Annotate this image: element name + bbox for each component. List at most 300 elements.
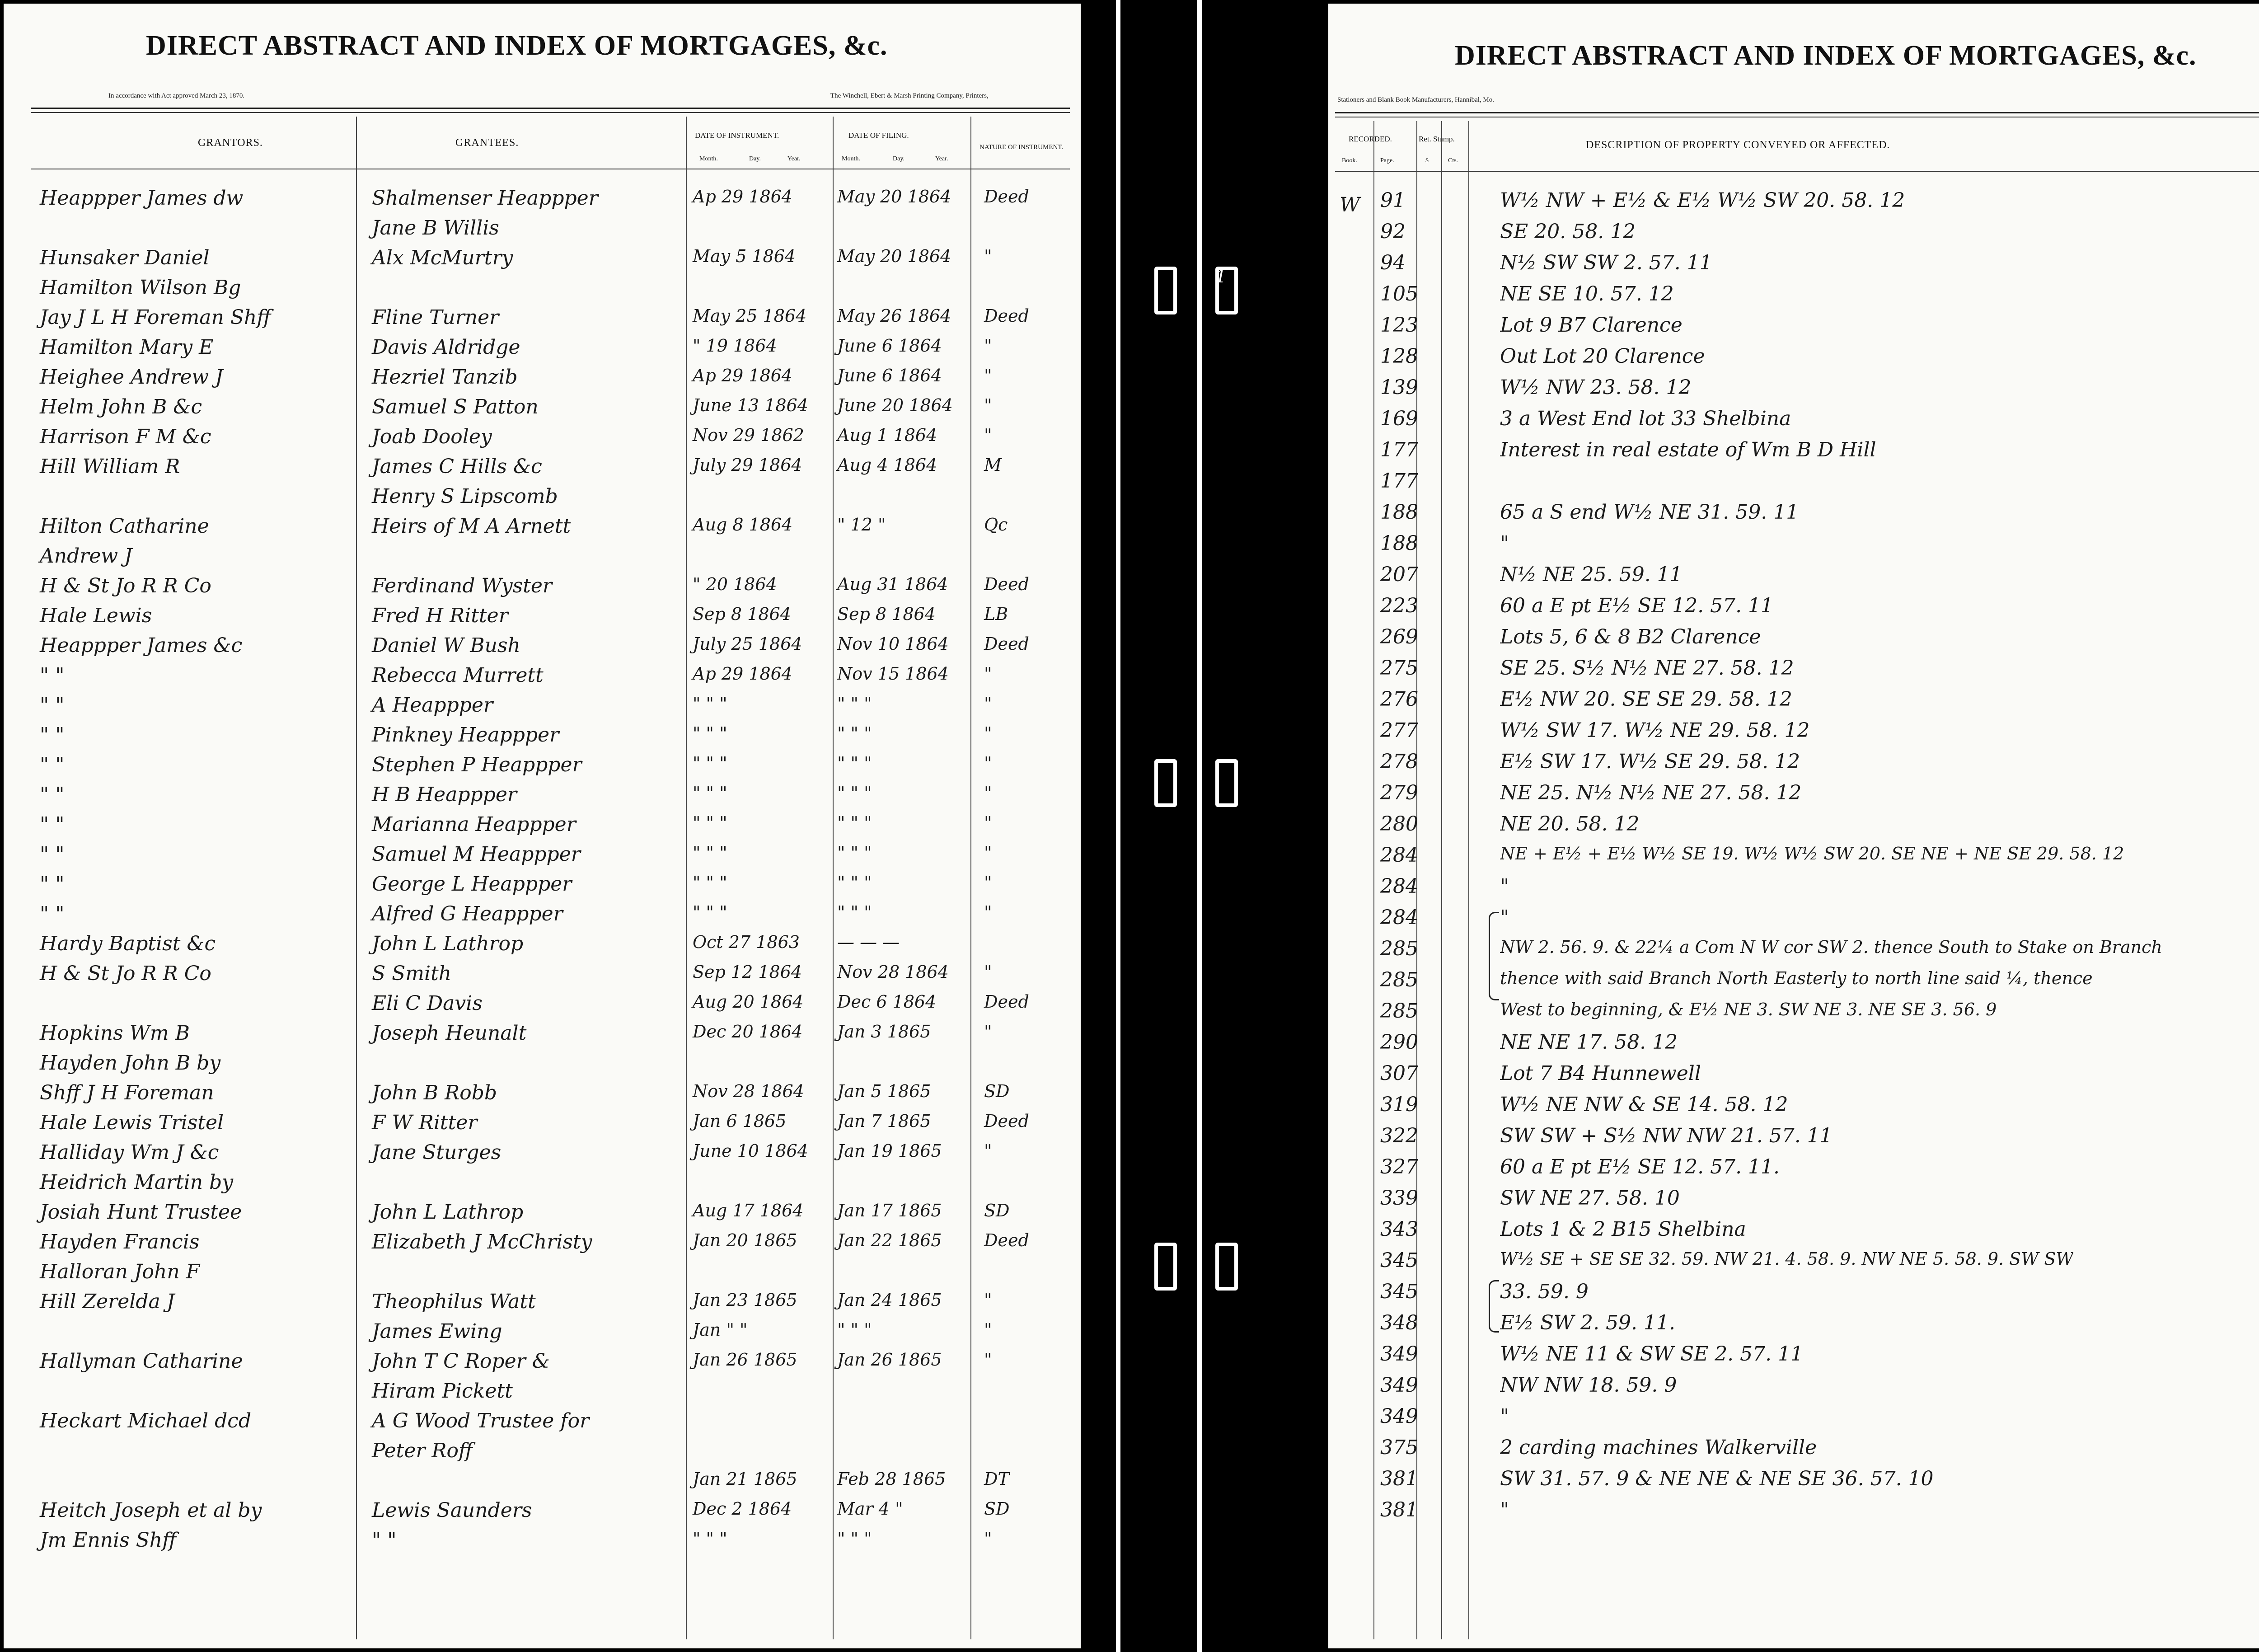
- page-number-cell: 279: [1380, 781, 1418, 804]
- nature-cell: Qc: [984, 515, 1008, 535]
- page-number-cell: 284: [1380, 906, 1418, 929]
- property-description-cell: 3 a West End lot 33 Shelbina: [1500, 407, 1791, 430]
- instrument-date-cell: " 19 1864: [693, 336, 777, 356]
- grantor-cell: Heidrich Martin by: [40, 1171, 234, 1194]
- instrument-date-cell: July 25 1864: [693, 634, 802, 654]
- gutter-mark: 1: [1215, 267, 1227, 286]
- property-description-cell: NW 2. 56. 9. & 22¼ a Com N W cor SW 2. thence South to Stake on Branch: [1500, 937, 2162, 957]
- instrument-date-cell: " " ": [693, 753, 727, 773]
- filing-year-header: Year.: [935, 155, 948, 162]
- nature-cell: ": [984, 873, 992, 892]
- instrument-date-cell: Jan 23 1865: [693, 1290, 797, 1310]
- grantee-cell: A G Wood Trustee for: [372, 1409, 590, 1432]
- property-description-cell: W½ SW 17. W½ NE 29. 58. 12: [1500, 719, 1810, 742]
- property-description-cell: Out Lot 20 Clarence: [1500, 345, 1705, 368]
- filing-date-cell: " " ": [837, 753, 872, 773]
- instrument-date-cell: May 5 1864: [693, 246, 796, 266]
- grantor-cell: Hardy Baptist &c: [40, 932, 216, 955]
- grantor-cell: Hill William R: [40, 455, 180, 478]
- property-description-cell: Lots 1 & 2 B15 Shelbina: [1500, 1218, 1746, 1241]
- page-number-cell: 177: [1380, 438, 1418, 461]
- page-number-cell: 348: [1380, 1311, 1418, 1334]
- grantor-cell: Harrison F M &c: [40, 425, 211, 448]
- grantee-cell: Joab Dooley: [372, 425, 492, 448]
- instrument-date-cell: " " ": [693, 694, 727, 713]
- nature-cell: ": [984, 425, 992, 445]
- grantee-cell: Marianna Heappper: [372, 813, 576, 836]
- page-number-cell: 343: [1380, 1218, 1418, 1241]
- nature-cell: ": [984, 1141, 992, 1161]
- page-number-cell: 280: [1380, 812, 1418, 835]
- right-page-title: DIRECT ABSTRACT AND INDEX OF MORTGAGES, &c.: [1455, 40, 2197, 71]
- instrument-date-cell: Dec 20 1864: [693, 1022, 803, 1042]
- instrument-date-cell: " " ": [693, 783, 727, 803]
- grantee-cell: Henry S Lipscomb: [372, 485, 558, 508]
- page-number-cell: 345: [1380, 1249, 1418, 1272]
- nature-cell: ": [984, 783, 992, 803]
- grantee-cell: Samuel M Heappper: [372, 843, 581, 866]
- grantee-cell: Alfred G Heappper: [372, 902, 563, 925]
- nature-cell: ": [984, 664, 992, 684]
- property-description-cell: ": [1500, 1498, 1509, 1521]
- grantor-cell: Heitch Joseph et al by: [40, 1499, 262, 1522]
- page-number-cell: 188: [1380, 532, 1418, 555]
- grantee-cell: Hezriel Tanzib: [372, 366, 518, 389]
- grantor-cell: Heappper James &c: [40, 634, 243, 657]
- property-description-cell: ": [1500, 532, 1509, 555]
- property-description-cell: W½ SE + SE SE 32. 59. NW 21. 4. 58. 9. NW NE 5. 58. 9. SW SW: [1500, 1249, 2074, 1269]
- property-description-cell: Lots 5, 6 & 8 B2 Clarence: [1500, 625, 1761, 648]
- grantor-cell: Jm Ennis Shff: [40, 1529, 177, 1552]
- instrument-date-cell: Oct 27 1863: [693, 932, 800, 952]
- property-description-cell: SW 31. 57. 9 & NE NE & NE SE 36. 57. 10: [1500, 1467, 1934, 1490]
- instrument-date-cell: Ap 29 1864: [693, 187, 792, 206]
- grantor-cell: Andrew J: [40, 544, 132, 568]
- nature-cell: ": [984, 902, 992, 922]
- property-description-cell: SE 25. S½ N½ NE 27. 58. 12: [1500, 657, 1794, 680]
- right-column-header-bottom: [1335, 171, 2259, 172]
- property-description-cell: E½ SW 2. 59. 11.: [1500, 1311, 1676, 1334]
- property-description-cell: E½ SW 17. W½ SE 29. 58. 12: [1500, 750, 1800, 773]
- filing-date-cell: Jan 7 1865: [837, 1111, 931, 1131]
- property-description-cell: NE 20. 58. 12: [1500, 812, 1640, 835]
- filing-date-cell: Sep 8 1864: [837, 604, 936, 624]
- grantor-cell: " ": [40, 902, 65, 925]
- grantee-cell: Joseph Heunalt: [372, 1022, 527, 1045]
- property-description-cell: 60 a E pt E½ SE 12. 57. 11: [1500, 594, 1774, 617]
- filing-date-cell: — — —: [837, 932, 900, 952]
- grantee-cell: Elizabeth J McChristy: [372, 1230, 592, 1253]
- nature-cell: Deed: [984, 306, 1029, 326]
- nature-cell: ": [984, 336, 992, 356]
- instrument-date-cell: Jan 21 1865: [693, 1469, 797, 1489]
- property-description-cell: W½ NW + E½ & E½ W½ SW 20. 58. 12: [1500, 189, 1905, 212]
- grantee-cell: Fline Turner: [372, 306, 499, 329]
- property-description-cell: W½ NE NW & SE 14. 58. 12: [1500, 1093, 1788, 1116]
- page-number-cell: 169: [1380, 407, 1418, 430]
- grantee-cell: A Heappper: [372, 694, 493, 717]
- right-divider-3: [1441, 121, 1442, 1639]
- left-divider-1: [356, 117, 357, 1639]
- grantor-cell: H & St Jo R R Co: [40, 962, 211, 985]
- left-divider-2: [686, 117, 687, 1639]
- grantor-cell: " ": [40, 873, 65, 896]
- instrument-date-cell: July 29 1864: [693, 455, 802, 475]
- instrument-date-cell: " " ": [693, 843, 727, 863]
- page-number-cell: 285: [1380, 968, 1418, 991]
- grantee-cell: Peter Roff: [372, 1439, 473, 1462]
- filing-date-cell: Dec 6 1864: [837, 992, 937, 1012]
- grantor-cell: " ": [40, 694, 65, 717]
- property-description-cell: NE 25. N½ N½ NE 27. 58. 12: [1500, 781, 1802, 804]
- instrument-date-cell: June 13 1864: [693, 395, 808, 415]
- property-description-cell: E½ NW 20. SE SE 29. 58. 12: [1500, 688, 1792, 711]
- grantee-cell: James C Hills &c: [372, 455, 542, 478]
- property-description-cell: Lot 7 B4 Hunnewell: [1500, 1062, 1701, 1085]
- property-description-cell: SW NE 27. 58. 10: [1500, 1187, 1680, 1210]
- nature-cell: ": [984, 813, 992, 833]
- gutter-strip-right: [1197, 0, 1202, 1652]
- filing-date-cell: May 20 1864: [837, 246, 951, 266]
- property-description-cell: Interest in real estate of Wm B D Hill: [1500, 438, 1876, 461]
- nature-cell: ": [984, 1022, 992, 1042]
- filing-date-cell: Nov 15 1864: [837, 664, 949, 684]
- grantee-cell: Stephen P Heappper: [372, 753, 582, 776]
- grantor-cell: " ": [40, 664, 65, 687]
- property-description-cell: ": [1500, 1405, 1509, 1428]
- grantee-cell: F W Ritter: [372, 1111, 478, 1134]
- nature-cell: ": [984, 1320, 992, 1340]
- page-number-cell: 349: [1380, 1342, 1418, 1366]
- grantor-cell: Hill Zerelda J: [40, 1290, 175, 1313]
- instrument-date-cell: Ap 29 1864: [693, 366, 792, 385]
- grantee-cell: Rebecca Murrett: [372, 664, 544, 687]
- grantee-cell: Heirs of M A Arnett: [372, 515, 571, 538]
- nature-cell: ": [984, 395, 992, 415]
- nature-cell: Deed: [984, 1111, 1029, 1131]
- instrument-year-header: Year.: [787, 155, 801, 162]
- grantor-cell: H & St Jo R R Co: [40, 574, 211, 597]
- property-description-cell: SW SW + S½ NW NW 21. 57. 11: [1500, 1124, 1833, 1147]
- filing-date-cell: Aug 31 1864: [837, 574, 948, 594]
- nature-header: NATURE OF INSTRUMENT.: [980, 144, 1064, 151]
- filing-date-cell: May 20 1864: [837, 187, 951, 206]
- recorded-header: RECORDED.: [1349, 135, 1392, 143]
- instrument-date-cell: Nov 29 1862: [693, 425, 804, 445]
- filing-date-cell: " " ": [837, 813, 872, 833]
- filing-date-cell: " 12 ": [837, 515, 886, 535]
- property-description-cell: N½ SW SW 2. 57. 11: [1500, 251, 1712, 274]
- grantee-cell: George L Heappper: [372, 873, 572, 896]
- grantor-cell: Hayden Francis: [40, 1230, 200, 1253]
- binding-hole-2: [1154, 759, 1177, 807]
- page-number-cell: 123: [1380, 314, 1418, 337]
- grantee-cell: Theophilus Watt: [372, 1290, 536, 1313]
- instrument-date-cell: Ap 29 1864: [693, 664, 792, 684]
- filing-date-cell: Feb 28 1865: [837, 1469, 946, 1489]
- page-number-cell: 349: [1380, 1374, 1418, 1397]
- page-number-cell: 277: [1380, 719, 1418, 742]
- grantee-cell: Pinkney Heappper: [372, 723, 559, 746]
- page-number-cell: 327: [1380, 1155, 1418, 1178]
- grantee-cell: S Smith: [372, 962, 452, 985]
- instrument-date-cell: Dec 2 1864: [693, 1499, 792, 1519]
- grantee-cell: John L Lathrop: [372, 1201, 524, 1224]
- nature-cell: ": [984, 753, 992, 773]
- property-description-cell: ": [1500, 906, 1509, 929]
- instrument-date-cell: " " ": [693, 873, 727, 892]
- grantor-cell: " ": [40, 783, 65, 806]
- grantor-cell: Jay J L H Foreman Shff: [40, 306, 271, 329]
- page-number-cell: 91: [1380, 189, 1406, 212]
- filing-date-cell: May 26 1864: [837, 306, 951, 326]
- page-number-cell: 375: [1380, 1436, 1418, 1459]
- page-number-cell: 285: [1380, 937, 1418, 960]
- instrument-date-cell: May 25 1864: [693, 306, 807, 326]
- page-number-cell: 105: [1380, 282, 1418, 305]
- page-number-cell: 275: [1380, 657, 1418, 680]
- grantee-cell: Hiram Pickett: [372, 1380, 513, 1403]
- filing-date-cell: Jan 19 1865: [837, 1141, 942, 1161]
- grantee-cell: " ": [372, 1529, 397, 1552]
- filing-date-cell: June 6 1864: [837, 366, 942, 385]
- grantee-cell: James Ewing: [372, 1320, 502, 1343]
- page-number-cell: 290: [1380, 1031, 1418, 1054]
- grantee-cell: John T C Roper &: [372, 1350, 550, 1373]
- page-number-cell: 128: [1380, 345, 1418, 368]
- grantor-cell: " ": [40, 843, 65, 866]
- filing-date-cell: June 6 1864: [837, 336, 942, 356]
- nature-cell: ": [984, 1529, 992, 1549]
- instrument-date-cell: Jan 20 1865: [693, 1230, 797, 1250]
- dollars-header: $: [1425, 157, 1429, 164]
- nature-cell: SD: [984, 1201, 1010, 1220]
- instrument-date-cell: Jan 26 1865: [693, 1350, 797, 1370]
- page-number-cell: 269: [1380, 625, 1418, 648]
- entry-285-brace: [1489, 912, 1499, 1000]
- property-description-cell: 2 carding machines Walkerville: [1500, 1436, 1817, 1459]
- date-instrument-header: DATE OF INSTRUMENT.: [695, 131, 779, 140]
- grantor-cell: Heckart Michael dcd: [40, 1409, 252, 1432]
- grantor-cell: Shff J H Foreman: [40, 1081, 214, 1104]
- nature-cell: Deed: [984, 1230, 1029, 1250]
- right-header-rule: [1335, 112, 2259, 113]
- page-number-cell: 319: [1380, 1093, 1418, 1116]
- left-header-rule-2: [31, 112, 1070, 113]
- grantor-cell: Josiah Hunt Trustee: [40, 1201, 242, 1224]
- grantor-cell: Helm John B &c: [40, 395, 202, 418]
- filing-day-header: Day.: [893, 155, 905, 162]
- grantee-cell: Lewis Saunders: [372, 1499, 532, 1522]
- grantor-cell: Heappper James dw: [40, 187, 244, 210]
- grantor-cell: Halloran John F: [40, 1260, 200, 1283]
- grantee-cell: Daniel W Bush: [372, 634, 520, 657]
- instrument-date-cell: Aug 17 1864: [693, 1201, 804, 1220]
- page-number-cell: 339: [1380, 1187, 1418, 1210]
- grantee-cell: Samuel S Patton: [372, 395, 539, 418]
- instrument-date-cell: Jan " ": [693, 1320, 748, 1340]
- nature-cell: Deed: [984, 992, 1029, 1012]
- page-header: Page.: [1380, 157, 1394, 164]
- filing-date-cell: Jan 3 1865: [837, 1022, 931, 1042]
- page-number-cell: 223: [1380, 594, 1418, 617]
- filing-date-cell: " " ": [837, 873, 872, 892]
- nature-cell: ": [984, 962, 992, 982]
- property-description-cell: ": [1500, 875, 1509, 898]
- filing-date-cell: Jan 22 1865: [837, 1230, 942, 1250]
- filing-date-cell: " " ": [837, 1320, 872, 1340]
- filing-date-cell: Aug 1 1864: [837, 425, 937, 445]
- filing-date-cell: Jan 26 1865: [837, 1350, 942, 1370]
- page-number-cell: 278: [1380, 750, 1418, 773]
- instrument-date-cell: Aug 20 1864: [693, 992, 804, 1012]
- instrument-day-header: Day.: [749, 155, 761, 162]
- page-number-cell: 381: [1380, 1498, 1418, 1521]
- page-number-cell: 285: [1380, 1000, 1418, 1023]
- property-description-cell: 60 a E pt E½ SE 12. 57. 11.: [1500, 1155, 1780, 1178]
- grantor-cell: " ": [40, 753, 65, 776]
- right-divider-1: [1373, 121, 1374, 1639]
- property-description-cell: Lot 9 B7 Clarence: [1500, 314, 1683, 337]
- grantor-cell: Hilton Catharine: [40, 515, 209, 538]
- grantor-cell: Halliday Wm J &c: [40, 1141, 219, 1164]
- binding-hole-3: [1154, 1243, 1177, 1291]
- right-ledger-page: [1328, 4, 2259, 1648]
- nature-cell: SD: [984, 1499, 1010, 1519]
- grantee-cell: Jane Sturges: [372, 1141, 501, 1164]
- page-number-cell: 139: [1380, 376, 1418, 399]
- page-number-cell: 284: [1380, 875, 1418, 898]
- instrument-date-cell: June 10 1864: [693, 1141, 808, 1161]
- grantee-cell: Alx McMurtry: [372, 246, 513, 269]
- instrument-date-cell: " " ": [693, 902, 727, 922]
- book-letter: W: [1340, 193, 1360, 216]
- nature-cell: M: [984, 455, 1002, 475]
- grantor-cell: Hallyman Catharine: [40, 1350, 243, 1373]
- property-description-cell: NE + E½ + E½ W½ SE 19. W½ W½ SW 20. SE NE + NE SE 29. 58. 12: [1500, 844, 2124, 864]
- filing-date-cell: Jan 17 1865: [837, 1201, 942, 1220]
- grantee-cell: John B Robb: [372, 1081, 497, 1104]
- property-description-cell: 65 a S end W½ NE 31. 59. 11: [1500, 501, 1799, 524]
- page-number-cell: 207: [1380, 563, 1418, 586]
- page-number-cell: 92: [1380, 220, 1406, 243]
- page-number-cell: 94: [1380, 251, 1406, 274]
- left-page-printer-note: The Winchell, Ebert & Marsh Printing Company, Printers,: [830, 92, 989, 99]
- nature-cell: ": [984, 1350, 992, 1370]
- nature-cell: ": [984, 694, 992, 713]
- nature-cell: SD: [984, 1081, 1010, 1101]
- nature-cell: Deed: [984, 574, 1029, 594]
- nature-cell: DT: [984, 1469, 1009, 1489]
- grantee-cell: Davis Aldridge: [372, 336, 520, 359]
- grantees-column-header: GRANTEES.: [455, 137, 519, 149]
- grantee-cell: Jane B Willis: [372, 216, 499, 239]
- page-number-cell: 345: [1380, 1280, 1418, 1303]
- filing-date-cell: June 20 1864: [837, 395, 953, 415]
- grantee-cell: H B Heappper: [372, 783, 517, 806]
- grantor-cell: Hunsaker Daniel: [40, 246, 210, 269]
- right-page-stationer-note: Stationers and Blank Book Manufacturers, Hannibal, Mo.: [1337, 96, 1495, 103]
- book-header: Book.: [1342, 157, 1357, 164]
- grantee-cell: Ferdinand Wyster: [372, 574, 552, 597]
- nature-cell: ": [984, 1290, 992, 1310]
- date-filing-header: DATE OF FILING.: [848, 131, 909, 140]
- grantee-cell: John L Lathrop: [372, 932, 524, 955]
- left-page-act-note: In accordance with Act approved March 23, 1870.: [108, 92, 245, 99]
- left-divider-3: [833, 117, 834, 1639]
- property-description-cell: W½ NW 23. 58. 12: [1500, 376, 1692, 399]
- grantee-cell: Shalmenser Heappper: [372, 187, 598, 210]
- page-number-cell: 188: [1380, 501, 1418, 524]
- grantor-cell: Hayden John B by: [40, 1051, 221, 1075]
- page-number-cell: 349: [1380, 1405, 1418, 1428]
- property-description-cell: NW NW 18. 59. 9: [1500, 1374, 1677, 1397]
- left-divider-4: [970, 117, 971, 1639]
- property-description-cell: W½ NE 11 & SW SE 2. 57. 11: [1500, 1342, 1804, 1366]
- grantor-cell: " ": [40, 813, 65, 836]
- filing-date-cell: " " ": [837, 1529, 872, 1549]
- description-header: DESCRIPTION OF PROPERTY CONVEYED OR AFFECTED.: [1586, 139, 1890, 151]
- cents-header: Cts.: [1448, 157, 1458, 164]
- filing-date-cell: Jan 24 1865: [837, 1290, 942, 1310]
- nature-cell: Deed: [984, 634, 1029, 654]
- property-description-cell: N½ NE 25. 59. 11: [1500, 563, 1683, 586]
- gutter-strip-left: [1116, 0, 1120, 1652]
- filing-date-cell: Nov 10 1864: [837, 634, 949, 654]
- page-number-cell: 177: [1380, 469, 1418, 493]
- instrument-date-cell: Sep 12 1864: [693, 962, 802, 982]
- left-header-rule: [31, 108, 1070, 109]
- instrument-date-cell: " 20 1864: [693, 574, 777, 594]
- property-description-cell: NE NE 17. 58. 12: [1500, 1031, 1678, 1054]
- instrument-date-cell: Sep 8 1864: [693, 604, 791, 624]
- binding-hole-1: [1154, 267, 1177, 314]
- grantor-cell: Hale Lewis: [40, 604, 152, 627]
- property-description-cell: thence with said Branch North Easterly to north line said ¼, thence: [1500, 968, 2093, 988]
- instrument-month-header: Month.: [699, 155, 718, 162]
- entry-345-brace: [1489, 1280, 1499, 1333]
- filing-date-cell: " " ": [837, 843, 872, 863]
- grantor-cell: Hamilton Wilson Bg: [40, 276, 241, 299]
- left-ledger-page: [4, 4, 1081, 1648]
- property-description-cell: SE 20. 58. 12: [1500, 220, 1636, 243]
- grantor-cell: Heighee Andrew J: [40, 366, 223, 389]
- grantee-cell: Fred H Ritter: [372, 604, 508, 627]
- filing-date-cell: " " ": [837, 723, 872, 743]
- binding-hole-6: [1215, 1243, 1238, 1291]
- nature-cell: ": [984, 366, 992, 385]
- filing-date-cell: " " ": [837, 694, 872, 713]
- nature-cell: LB: [984, 604, 1008, 624]
- page-number-cell: 381: [1380, 1467, 1418, 1490]
- page-number-cell: 307: [1380, 1062, 1418, 1085]
- filing-date-cell: Nov 28 1864: [837, 962, 949, 982]
- right-divider-4: [1468, 121, 1469, 1639]
- instrument-date-cell: Aug 8 1864: [693, 515, 793, 535]
- nature-cell: ": [984, 246, 992, 266]
- nature-cell: ": [984, 723, 992, 743]
- filing-date-cell: Mar 4 ": [837, 1499, 903, 1519]
- filing-date-cell: Aug 4 1864: [837, 455, 937, 475]
- grantor-cell: Hopkins Wm B: [40, 1022, 190, 1045]
- page-number-cell: 276: [1380, 688, 1418, 711]
- nature-cell: Deed: [984, 187, 1029, 206]
- filing-date-cell: " " ": [837, 902, 872, 922]
- nature-cell: ": [984, 843, 992, 863]
- property-description-cell: NE SE 10. 57. 12: [1500, 282, 1674, 305]
- grantor-cell: " ": [40, 723, 65, 746]
- instrument-date-cell: Jan 6 1865: [693, 1111, 787, 1131]
